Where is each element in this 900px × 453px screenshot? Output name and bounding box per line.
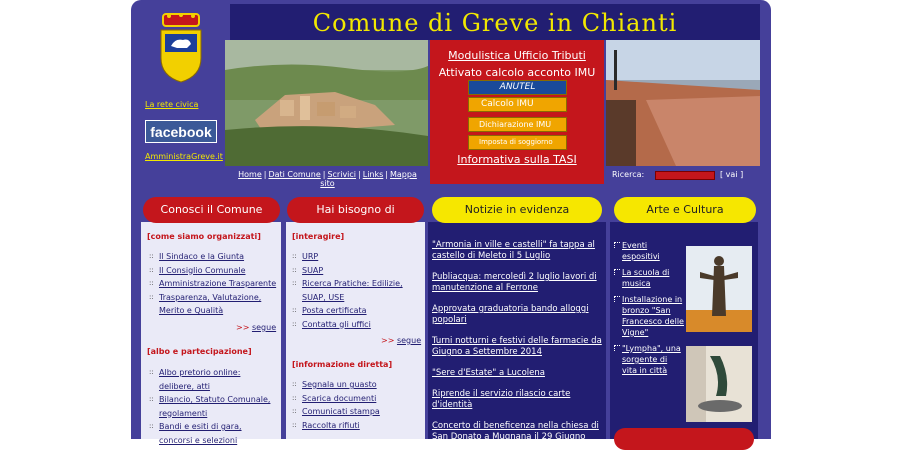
- nav-scrivici[interactable]: Scrivici: [327, 170, 357, 179]
- search-go-button[interactable]: [ vai ]: [720, 170, 744, 179]
- list-item[interactable]: :: Bandi e esiti di gara, concorsi e selezioni: [149, 420, 277, 447]
- list-item[interactable]: :: Il Consiglio Comunale: [149, 264, 277, 278]
- culture-item[interactable]: "Lympha", una sorgente di vita in città: [622, 343, 684, 376]
- coat-of-arms-logo: [157, 12, 205, 84]
- news-list: [432, 240, 604, 453]
- list-item[interactable]: :: SUAP: [292, 264, 420, 278]
- list-item[interactable]: :: Posta certificata: [292, 304, 420, 318]
- col2-more-link[interactable]: >> segue: [381, 336, 422, 345]
- amministragreve-link[interactable]: AmministraGreve.it: [145, 152, 223, 161]
- list-item[interactable]: :: Bilancio, Statuto Comunale, regolamenti: [149, 393, 277, 420]
- list-item[interactable]: :: URP: [292, 250, 420, 264]
- list-item[interactable]: :: Contatta gli uffici: [292, 318, 420, 332]
- notizie-heading[interactable]: Notizie in evidenza: [432, 197, 602, 223]
- col1-more-link[interactable]: >> segue: [236, 323, 277, 332]
- piazza-photo: [606, 40, 760, 166]
- dichiarazione-imu-button[interactable]: Dichiarazione IMU: [468, 117, 567, 132]
- acconto-imu-text: Attivato calcolo acconto IMU: [438, 66, 596, 79]
- culture-item[interactable]: Installazione in bronzo "San Francesco delle Vigne": [622, 295, 684, 337]
- col2-list1: [292, 250, 420, 331]
- lympha-fountain-photo: [686, 346, 752, 422]
- list-item[interactable]: :: Scarica documenti: [292, 392, 420, 406]
- tributi-promo-box: [430, 40, 604, 184]
- col1-list1: [149, 250, 277, 318]
- facebook-button[interactable]: facebook: [145, 120, 217, 143]
- news-item[interactable]: Publiacqua: mercoledì 2 luglio lavori di manutenzione al Ferrone: [432, 272, 597, 293]
- nav-dati-comune[interactable]: Dati Comune: [268, 170, 321, 179]
- section-albo: [albo e partecipazione]: [147, 347, 252, 356]
- list-item[interactable]: :: Raccolta rifiuti: [292, 419, 420, 433]
- list-item[interactable]: :: Comunicati stampa: [292, 405, 420, 419]
- list-item[interactable]: :: Albo pretorio online: delibere, atti: [149, 366, 277, 393]
- bottom-red-pill: [614, 428, 754, 450]
- hai-bisogno-heading[interactable]: Hai bisogno di: [287, 197, 424, 223]
- list-item[interactable]: :: Il Sindaco e la Giunta: [149, 250, 277, 264]
- list-item[interactable]: :: Amministrazione Trasparente: [149, 277, 277, 291]
- nav-home[interactable]: Home: [238, 170, 262, 179]
- conosci-comune-heading[interactable]: Conosci il Comune: [143, 197, 280, 223]
- anutel-button[interactable]: ANUTEL: [468, 80, 567, 95]
- news-item[interactable]: "Armonia in ville e castelli" fa tappa al castello di Meleto il 5 Luglio: [432, 240, 595, 261]
- section-interagire: [interagire]: [292, 232, 345, 241]
- culture-item[interactable]: La scuola di musica: [622, 267, 684, 289]
- section-organizzati: [come siamo organizzati]: [147, 232, 261, 241]
- culture-list: [622, 240, 684, 381]
- nav-mappa-sito[interactable]: Mappa sito: [320, 170, 417, 188]
- col2-list2: [292, 378, 420, 432]
- culture-item[interactable]: Eventi espositivi: [622, 240, 684, 262]
- nav-links[interactable]: Links: [362, 170, 384, 179]
- news-item[interactable]: "Sere d'Estate" a Lucolena: [432, 368, 545, 378]
- news-item[interactable]: Concerto di beneficenza nella chiesa di San Donato a Mugnana il 29 Giugno: [432, 421, 599, 442]
- arte-cultura-heading[interactable]: Arte e Cultura: [614, 197, 756, 223]
- list-item[interactable]: :: Trasparenza, Valutazione, Merito e Qualità: [149, 291, 277, 318]
- modulistica-link[interactable]: Modulistica Ufficio Tributi: [448, 49, 586, 62]
- news-item[interactable]: Riprende il servizio rilascio carte d'identità: [432, 389, 571, 410]
- list-item[interactable]: :: Ricerca Pratiche: Edilizie, SUAP, USE: [292, 277, 420, 304]
- top-nav: Home | Dati Comune | Scrivici | Links | Mappa sito: [238, 170, 417, 188]
- col1-list2: [149, 366, 277, 447]
- section-informazione: [informazione diretta]: [292, 360, 393, 369]
- rete-civica-link[interactable]: La rete civica: [145, 100, 199, 109]
- san-francesco-statue-photo: [686, 246, 752, 332]
- search-label: Ricerca:: [612, 170, 645, 179]
- search-input[interactable]: [655, 171, 715, 180]
- list-item[interactable]: :: Segnala un guasto: [292, 378, 420, 392]
- greve-landscape-photo: [225, 40, 428, 166]
- news-item[interactable]: Approvata graduatoria bando alloggi popolari: [432, 304, 589, 325]
- site-title: Comune di Greve in Chianti: [230, 4, 760, 40]
- calcolo-imu-button[interactable]: Calcolo IMU: [468, 97, 567, 112]
- tasi-link[interactable]: Informativa sulla TASI: [457, 153, 577, 166]
- imposta-soggiorno-button[interactable]: Imposta di soggiorno: [468, 135, 567, 150]
- news-item[interactable]: Turni notturni e festivi delle farmacie da Giugno a Settembre 2014: [432, 336, 602, 357]
